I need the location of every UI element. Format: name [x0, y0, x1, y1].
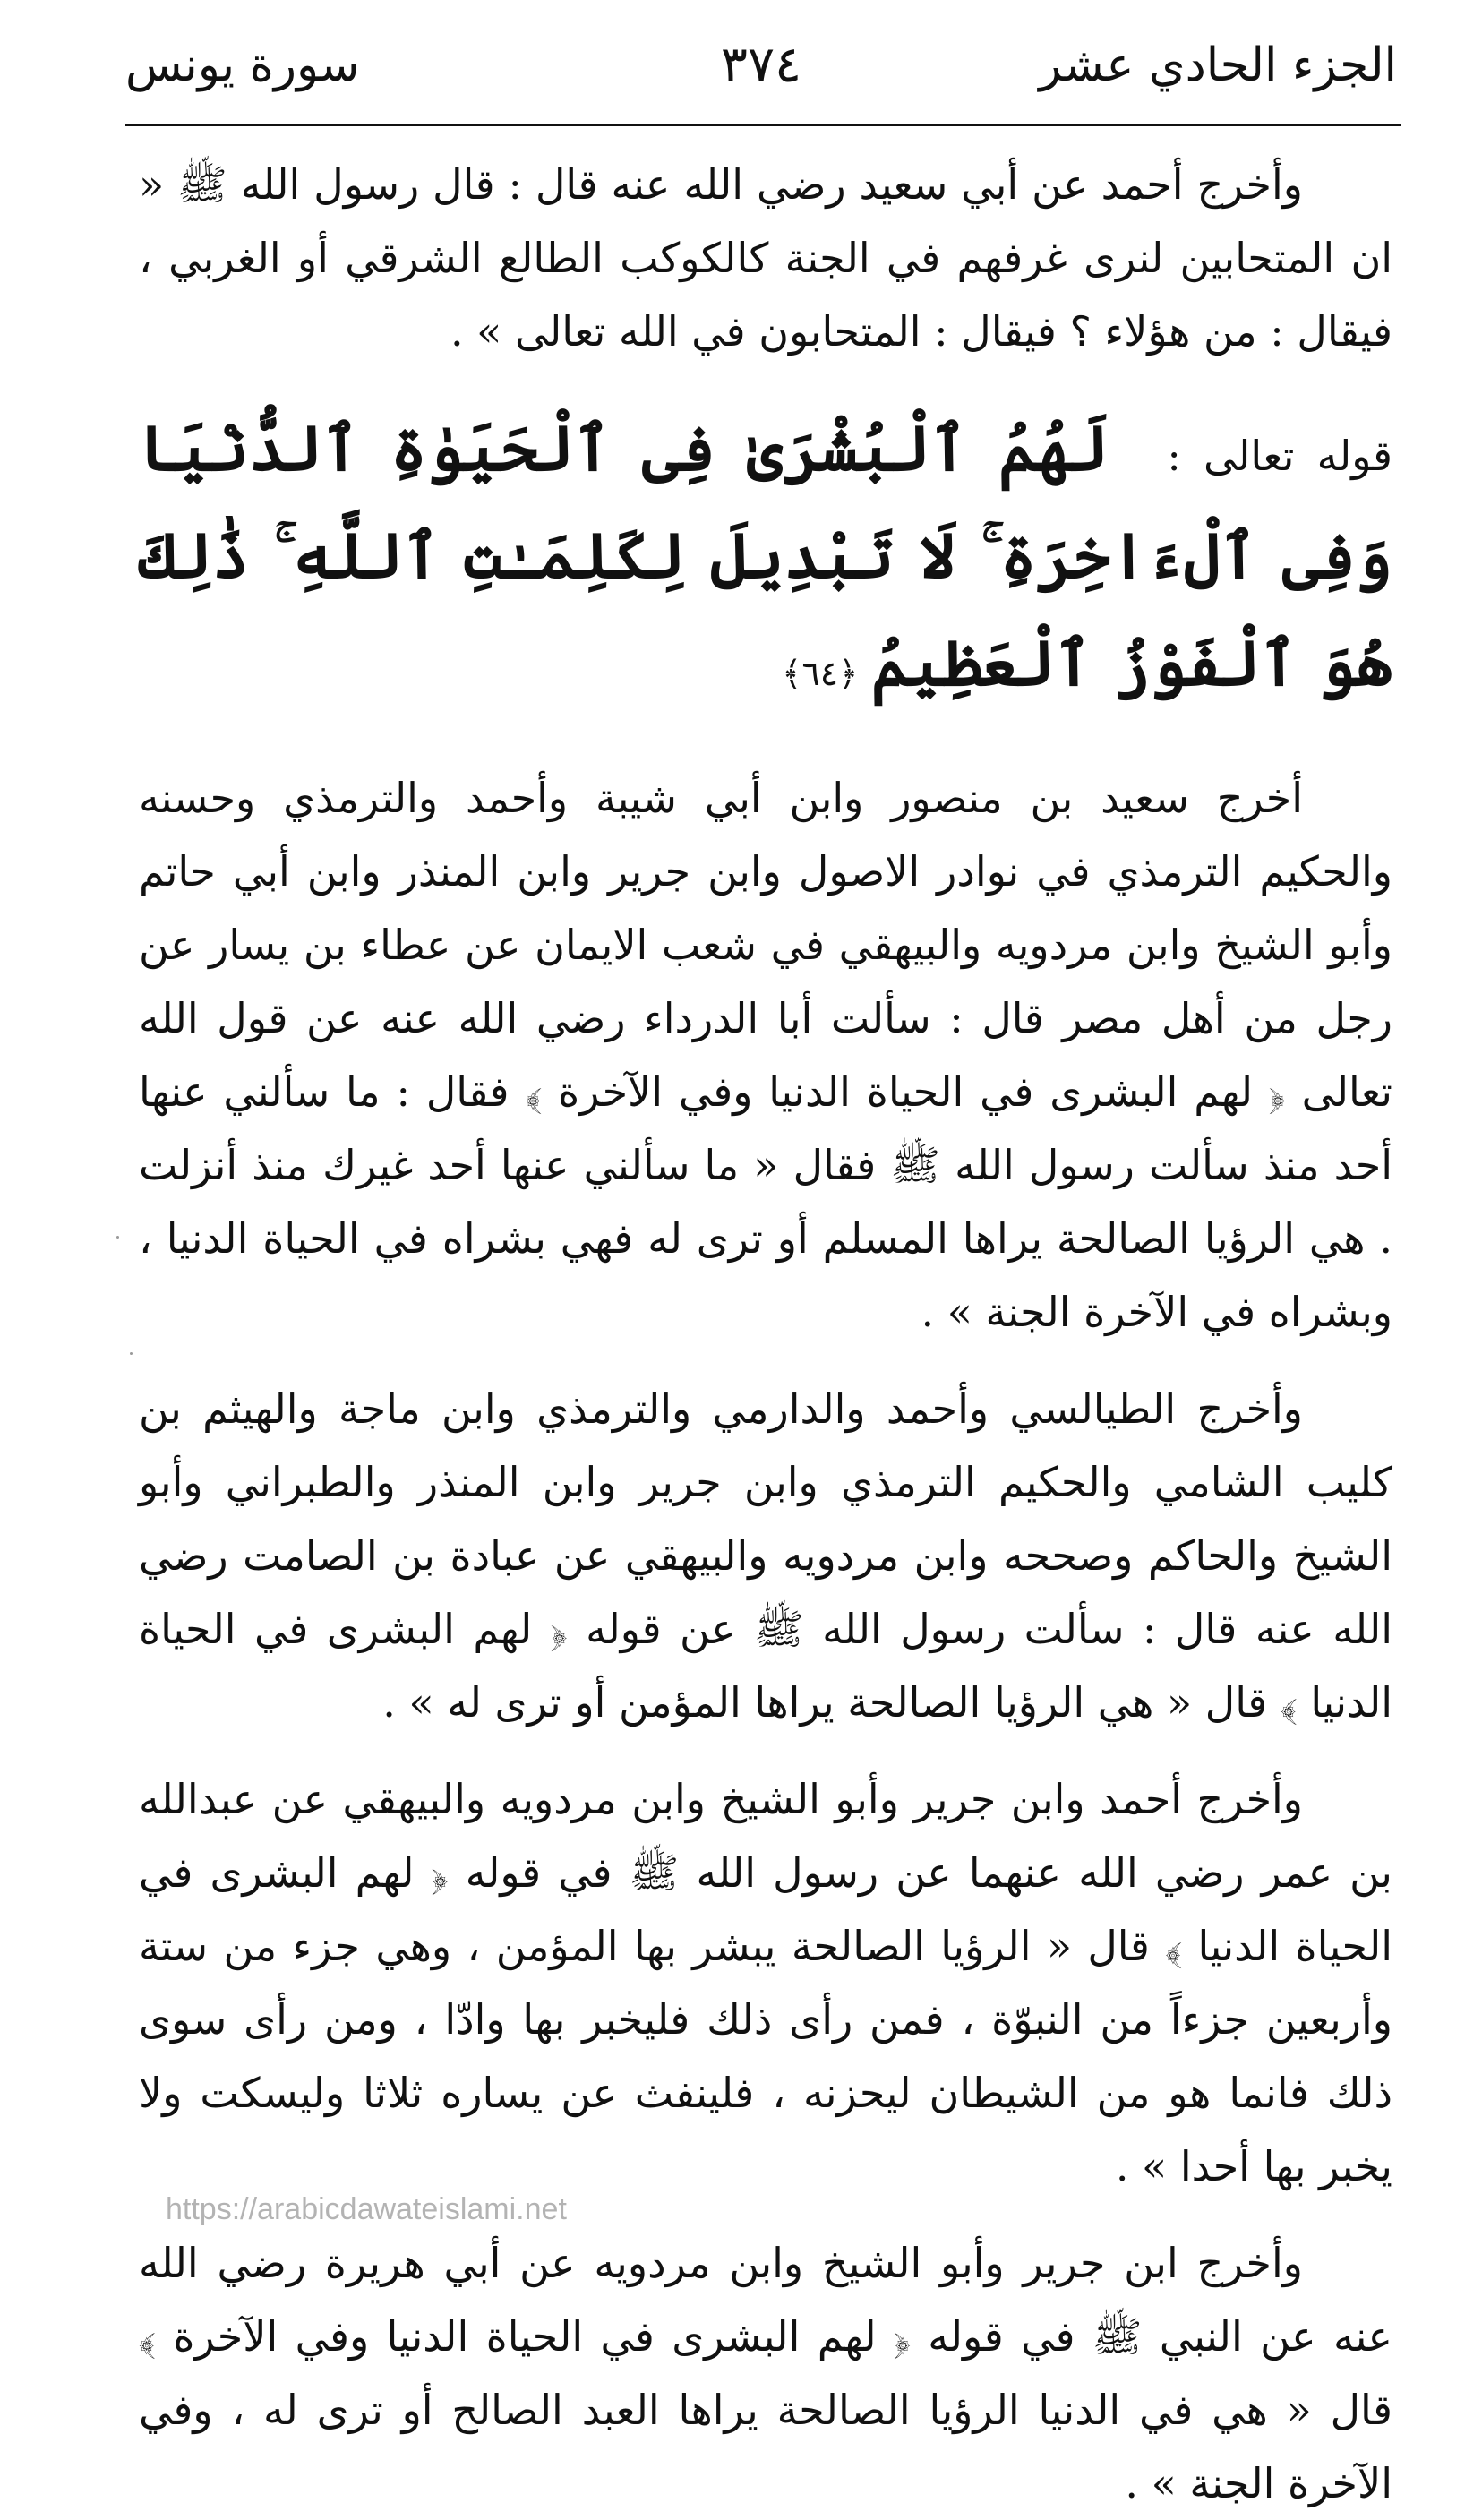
paragraph-ibn-umar: وأخرج أحمد وابن جرير وأبو الشيخ وابن مردويه والبيهقي عن عبدالله بن عمر رضي الله عنهما عن رسول الله ﷺ في قوله ﴿ لهم البشرى في الحياة الدنيا ﴾ قال « الرؤيا الصالحة يبشر بها المؤمن ، وهي جزء من ستة وأربعين جزءاً من النبوّة ، فمن رأى ذلك فليخبر بها وادّا ، ومن رأى سوى ذلك فانما هو من الشيطان ليحزنه ، فلينفث عن يساره ثلاثا وليسكت ولا يخبر بها أحدا » . [139, 1775, 1392, 2190]
scan-speck [130, 1352, 133, 1355]
paragraph-hadith-abu-saeed: وأخرج أحمد عن أبي سعيد رضي الله عنه قال : قال رسول الله ﷺ « ان المتحابين لنرى غرفهم في الجنة كالكوكب الطالع الشرقي أو الغربي ، فيقال : من هؤلاء ؟ فيقال : المتحابون في الله تعالى » . [139, 160, 1392, 356]
page-number: ٣٧٤ [720, 36, 802, 94]
paragraph-abu-hurayra: وأخرج ابن جرير وأبو الشيخ وابن مردويه عن أبي هريرة رضي الله عنه عن النبي ﷺ في قوله ﴿ لهم البشرى في الحياة الدنيا وفي الآخرة ﴾ قال « هي في الدنيا الرؤيا الصالحة يراها العبد الصالح أو ترى له ، وفي الآخرة الجنة » . [139, 2239, 1392, 2507]
scan-speck [116, 1236, 119, 1239]
paragraph-abu-darda: أخرج سعيد بن منصور وابن أبي شيبة وأحمد والترمذي وحسنه والحكيم الترمذي في نوادر الاصول وابن جرير وابن المنذر وابن أبي حاتم وأبو الشيخ وابن مردويه والبيهقي في شعب الايمان عن عطاء بن يسار عن رجل من أهل مصر قال : سألت أبا الدرداء رضي الله عنه عن قول الله تعالى ﴿ لهم البشرى في الحياة الدنيا وفي الآخرة ﴾ فقال : ما سألني عنها أحد منذ سألت رسول الله ﷺ فقال « ما سألني عنها أحد غيرك منذ أنزلت . هي الرؤيا الصالحة يراها المسلم أو ترى له فهي بشراه في الحياة الدنيا ، وبشراه في الآخرة الجنة » . [139, 774, 1393, 1336]
page-header [125, 25, 1397, 124]
quran-verse: لَهُمُ ٱلْبُشْرَىٰ فِى ٱلْحَيَوٰةِ ٱلدُّنْيَا وَفِى ٱلْءَاخِرَةِ ۚ لَا تَبْدِيلَ لِكَلِمَـٰتِ ٱللَّهِ ۚ ذَٰلِكَ هُوَ ٱلْفَوْزُ ٱلْعَظِيمُ [139, 411, 1392, 700]
header-rule [125, 124, 1401, 126]
page-body [139, 148, 1392, 2520]
paragraph-ubada: وأخرج الطيالسي وأحمد والدارمي والترمذي وابن ماجة والهيثم بن كليب الشامي والحكيم الترمذي وابن جرير وابن المنذر والطبراني وأبو الشيخ والحاكم وصححه وابن مردويه والبيهقي عن عبادة بن الصامت رضي الله عنه قال : سألت رسول الله ﷺ عن قوله ﴿ لهم البشرى في الحياة الدنيا ﴾ قال « هي الرؤيا الصالحة يراها المؤمن أو ترى له » . [139, 1384, 1392, 1727]
verse-number: ﴿٦٤﴾ [782, 654, 859, 693]
part-title: الجزء الحادي عشر [1039, 39, 1397, 92]
watermark: https://arabicdawateislami.net [166, 2192, 567, 2226]
verse-block [139, 399, 1392, 724]
verse-intro: قوله تعالى : [1167, 432, 1393, 480]
surah-title: سورة يونس [125, 39, 360, 92]
